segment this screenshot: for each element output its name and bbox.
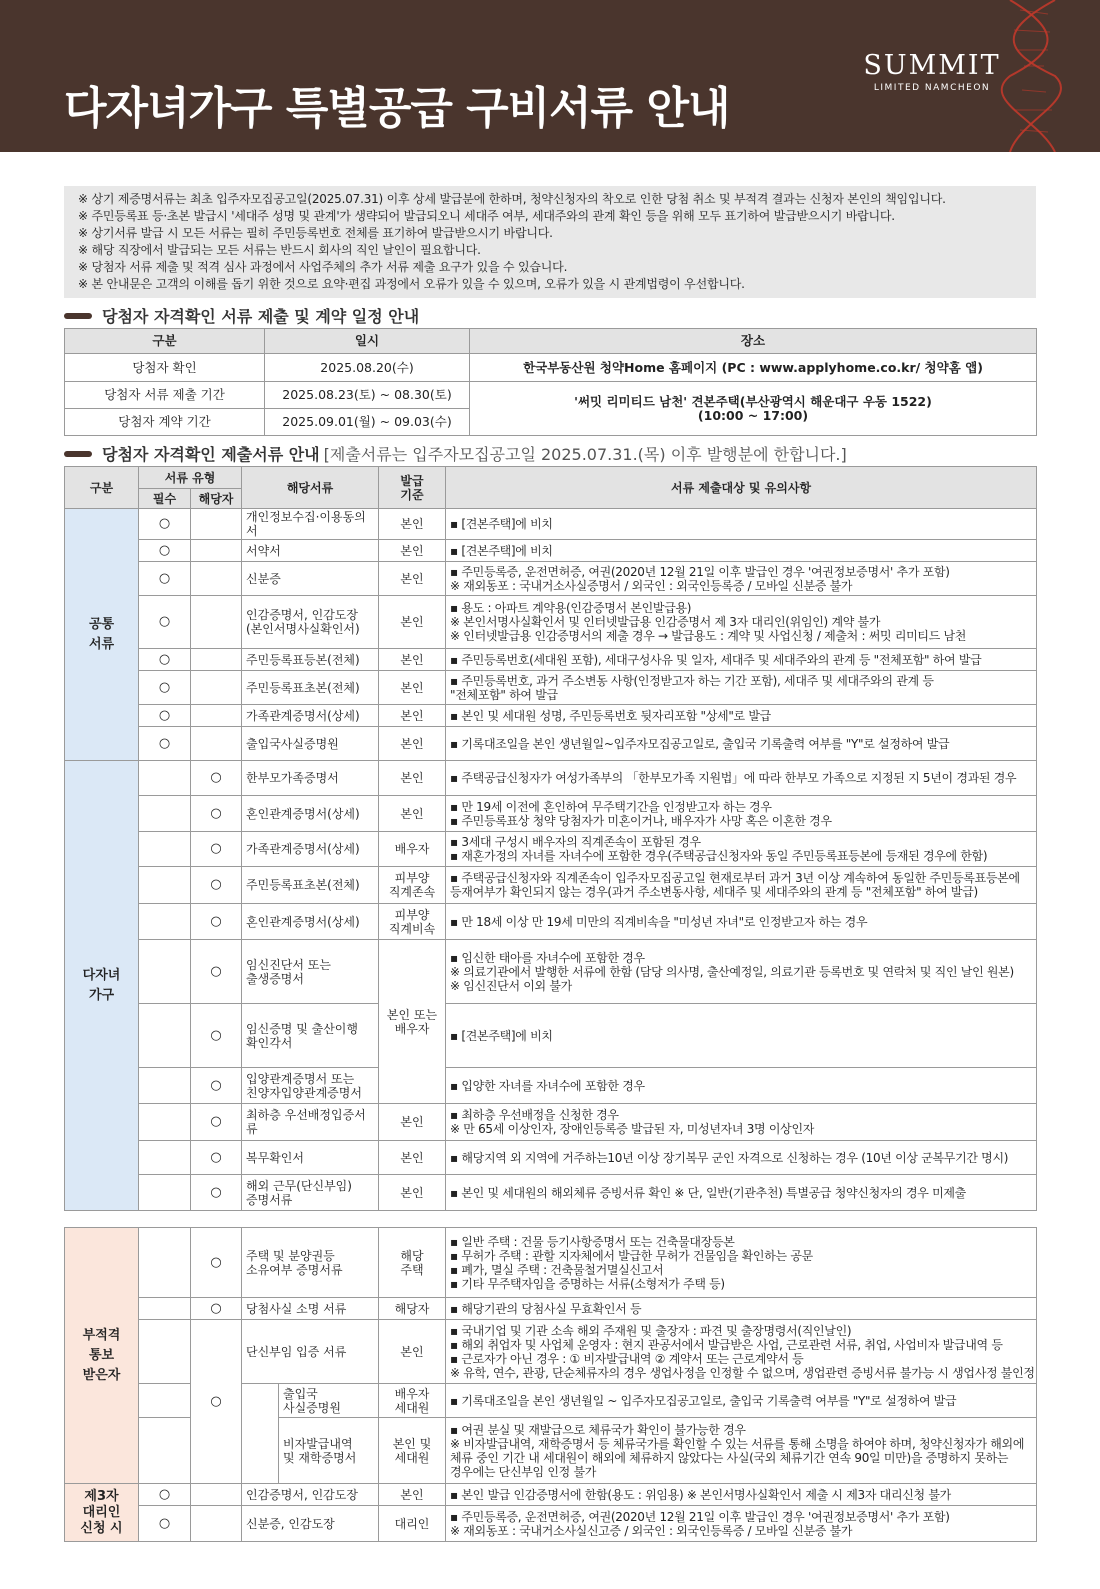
table-row bbox=[65, 1228, 1037, 1298]
issuer-cell: 본인 bbox=[379, 761, 446, 796]
check-circle-cell: ○ bbox=[139, 705, 191, 727]
issuer-cell: 본인 bbox=[379, 727, 446, 761]
table-row bbox=[65, 649, 1037, 671]
check-circle-cell: ○ bbox=[191, 796, 242, 832]
check-circle-cell: ○ bbox=[191, 1320, 242, 1484]
issuer-cell: 본인 bbox=[379, 1320, 446, 1384]
note-line: ▪ 해당기관의 당첨사실 무효확인서 등 bbox=[450, 1301, 642, 1316]
notes-cell bbox=[446, 562, 1037, 596]
check-circle-cell bbox=[139, 832, 191, 867]
document-name: 출입국 사실증명원 bbox=[279, 1384, 379, 1418]
check-circle-cell bbox=[139, 1004, 191, 1068]
notes-cell bbox=[446, 705, 1037, 727]
note-line: ▪ 3세대 구성시 배우자의 직계존속이 포함된 경우 bbox=[450, 835, 701, 849]
dna-helix-icon bbox=[1000, 0, 1070, 152]
note-line: ▪ 본인 및 세대원의 해외체류 증빙서류 확인 ※ 단, 일반(기관추천) 특별공급 청약신청자의 경우 미제출 bbox=[450, 1185, 966, 1200]
col-header: 구분 bbox=[65, 467, 139, 509]
check-circle-cell: ○ bbox=[191, 1068, 242, 1104]
document-name: 단신부임 입증 서류 bbox=[242, 1320, 379, 1384]
check-circle-cell bbox=[139, 761, 191, 796]
issuer-cell: 본인 bbox=[379, 1484, 446, 1506]
issuer-cell: 본인 bbox=[379, 1175, 446, 1211]
col-header: 일시 bbox=[265, 329, 470, 354]
note-line: "전체포함" 하여 발급 bbox=[450, 687, 558, 702]
note-line: ※ 의료기관에서 발행한 서류에 한함 (담당 의사명, 출산예정일, 의료기관 등록번호 및 연락처 및 직인 날인 원본) bbox=[450, 964, 1014, 979]
table-row bbox=[65, 1320, 1037, 1384]
notice-box bbox=[64, 186, 1036, 298]
place-line: (10:00 ~ 17:00) bbox=[697, 407, 809, 423]
notice-line: ※ 당첨자 서류 제출 및 적격 심사 과정에서 사업주체의 추가 서류 제출 요구가 있을 수 있습니다. bbox=[78, 260, 568, 274]
check-circle-cell bbox=[139, 1320, 191, 1384]
check-circle-cell: ○ bbox=[139, 1484, 191, 1506]
check-circle-cell bbox=[191, 596, 242, 649]
issuer-cell: 본인 bbox=[379, 540, 446, 562]
table-row bbox=[65, 761, 1037, 796]
table-row bbox=[65, 1298, 1037, 1320]
notes-cell bbox=[446, 596, 1037, 649]
table-row bbox=[65, 1004, 1037, 1068]
notes-cell bbox=[446, 832, 1037, 867]
check-circle-cell bbox=[139, 1228, 191, 1298]
page-header bbox=[0, 0, 1100, 152]
note-line: ▪ 용도 : 아파트 계약용(인감증명서 본인발급용) bbox=[450, 601, 692, 615]
table-row bbox=[65, 940, 1037, 1004]
document-name: 당첨사실 소명 서류 bbox=[242, 1298, 379, 1320]
note-line: 경우에는 단신부임 인정 불가 bbox=[450, 1464, 597, 1479]
check-circle-cell: ○ bbox=[139, 649, 191, 671]
schedule-place bbox=[470, 382, 1037, 436]
table-row bbox=[65, 705, 1037, 727]
notes-cell bbox=[446, 1484, 1037, 1506]
check-circle-cell bbox=[139, 940, 191, 1004]
note-line: ▪ 입양한 자녀를 자녀수에 포함한 경우 bbox=[450, 1078, 645, 1093]
schedule-place: 한국부동산원 청약Home 홈페이지 (PC : www.applyhome.co.kr/ 청약홈 앱) bbox=[470, 354, 1037, 382]
check-circle-cell bbox=[139, 1104, 191, 1141]
document-name: 출입국사실증명원 bbox=[242, 727, 379, 761]
check-circle-cell: ○ bbox=[139, 727, 191, 761]
group-label: 제3자 대리인 신청 시 bbox=[65, 1484, 139, 1542]
note-line: ▪ [견본주택]에 비치 bbox=[450, 517, 553, 531]
issuer-cell: 해당자 bbox=[379, 1298, 446, 1320]
check-circle-cell: ○ bbox=[191, 1104, 242, 1141]
table-row bbox=[65, 562, 1037, 596]
notes-cell bbox=[446, 671, 1037, 705]
table-row bbox=[65, 796, 1037, 832]
note-line: 등재여부가 확인되지 않는 경우(과거 주소변동사항, 세대주 및 세대주와의 관계 등 "전체포함" 하여 발급) bbox=[450, 885, 978, 899]
table-row bbox=[65, 1141, 1037, 1175]
section-note: [제출서류는 입주자모집공고일 2025.07.31.(목) 이후 발행분에 한합니다.] bbox=[323, 445, 847, 464]
note-line: ▪ 주민등록표상 청약 당첨자가 미혼이거나, 배우자가 사망 혹은 이혼한 경우 bbox=[450, 813, 832, 828]
spacer-cell bbox=[242, 1384, 279, 1484]
issuer-cell: 본인 bbox=[379, 596, 446, 649]
table-row bbox=[65, 904, 1037, 940]
table-row bbox=[65, 1484, 1037, 1506]
notice-line: ※ 상기 제증명서류는 최초 입주자모집공고일(2025.07.31) 이후 상세 발급분에 한하며, 청약신청자의 착오로 인한 당첨 취소 및 부적격 결과는 신청자 본인의 책임입니다. bbox=[78, 192, 946, 206]
note-line: ▪ [견본주택]에 비치 bbox=[450, 1028, 553, 1043]
document-name: 주택 및 분양권등 소유여부 증명서류 bbox=[242, 1228, 379, 1298]
note-line: 체류 중인 기간 내 세대원이 해외에 체류하지 않았다는 사실(국외 체류기간 연속 90일 미만)을 증명하지 못하는 bbox=[450, 1450, 1009, 1465]
notes-cell bbox=[446, 1004, 1037, 1068]
document-name: 서약서 bbox=[242, 540, 379, 562]
document-name: 해외 근무(단신부임) 증명서류 bbox=[242, 1175, 379, 1211]
docs-section-heading bbox=[64, 442, 847, 465]
check-circle-cell: ○ bbox=[191, 761, 242, 796]
check-circle-cell bbox=[139, 1175, 191, 1211]
table-row bbox=[65, 671, 1037, 705]
issuer-cell: 본인 bbox=[379, 562, 446, 596]
table-row bbox=[65, 354, 1037, 382]
check-circle-cell bbox=[191, 671, 242, 705]
check-circle-cell bbox=[139, 1298, 191, 1320]
col-header: 서류 유형 bbox=[139, 467, 242, 489]
check-circle-cell bbox=[191, 1506, 242, 1542]
schedule-section-heading bbox=[64, 304, 419, 327]
document-name: 개인정보수집·이용동의서 bbox=[242, 509, 379, 540]
schedule-label: 당첨자 확인 bbox=[65, 354, 265, 382]
note-line: ▪ 기타 무주택자임을 증명하는 서류(소형저가 주택 등) bbox=[450, 1276, 725, 1291]
issuer-cell: 본인 bbox=[379, 705, 446, 727]
notes-cell bbox=[446, 509, 1037, 540]
check-circle-cell bbox=[139, 1418, 191, 1484]
note-line: ▪ 일반 주택 : 건물 등기사항증명서 또는 건축물대장등본 bbox=[450, 1234, 735, 1249]
document-name: 최하층 우선배정입증서류 bbox=[242, 1104, 379, 1141]
note-line: ▪ 국내기업 및 기관 소속 해외 주재원 및 출장자 : 파견 및 출장명령서(직인날인) bbox=[450, 1323, 852, 1338]
check-circle-cell: ○ bbox=[191, 1141, 242, 1175]
notes-cell bbox=[446, 727, 1037, 761]
note-line: ▪ 주민등록증, 운전면허증, 여권(2020년 12월 21일 이후 발급인 경우 '여권정보증명서' 추가 포함) bbox=[450, 564, 950, 579]
check-circle-cell: ○ bbox=[139, 671, 191, 705]
notes-cell bbox=[446, 540, 1037, 562]
notes-cell bbox=[446, 1175, 1037, 1211]
issuer-cell: 본인 bbox=[379, 1141, 446, 1175]
issuer-cell: 배우자 bbox=[379, 832, 446, 867]
issuer-cell: 피부양 직계비속 bbox=[379, 904, 446, 940]
section-bar bbox=[64, 313, 92, 319]
check-circle-cell: ○ bbox=[191, 832, 242, 867]
issuer-cell: 해당 주택 bbox=[379, 1228, 446, 1298]
note-line: ▪ 주민등록번호(세대원 포함), 세대구성사유 및 일자, 세대주 및 세대주와의 관계 등 "전체포함" 하여 발급 bbox=[450, 652, 982, 667]
document-name: 입양관계증명서 또는 친양자입양관계증명서 bbox=[242, 1068, 379, 1104]
document-name: 가족관계증명서(상세) bbox=[242, 705, 379, 727]
document-name: 인감증명서, 인감도장 bbox=[242, 1484, 379, 1506]
note-line: ▪ 기록대조일을 본인 생년월일 ~ 입주자모집공고일로, 출입국 기록출력 여부를 "Y"로 설정하여 발급 bbox=[450, 1393, 957, 1408]
document-name: 주민등록표초본(전체) bbox=[242, 671, 379, 705]
check-circle-cell bbox=[139, 796, 191, 832]
col-header: 해당자 bbox=[191, 489, 242, 509]
note-line: ▪ 근로자가 아닌 경우 : ① 비자발급내역 ② 계약서 또는 근로계약서 등 bbox=[450, 1351, 804, 1366]
note-line: ※ 본인서명사실확인서 및 인터넷발급용 인감증명서 제 3자 대리인(위임인) 계약 불가 bbox=[450, 615, 881, 629]
table-row bbox=[65, 1068, 1037, 1104]
note-line: ▪ 주택공급신청자와 직계존속이 입주자모집공고일 현재로부터 과거 3년 이상 계속하여 동일한 주민등록표등본에 bbox=[450, 871, 1020, 885]
schedule-table bbox=[64, 328, 1037, 436]
document-name: 인감증명서, 인감도장 (본인서명사실확인서) bbox=[242, 596, 379, 649]
issuer-cell: 본인 bbox=[379, 1104, 446, 1141]
notes-cell bbox=[446, 1068, 1037, 1104]
group-label: 부적격 통보 받은자 bbox=[65, 1228, 139, 1484]
issuer-cell: 본인 bbox=[379, 796, 446, 832]
document-name: 주민등록표초본(전체) bbox=[242, 867, 379, 904]
issuer-cell: 본인 bbox=[379, 671, 446, 705]
notes-cell bbox=[446, 796, 1037, 832]
note-line: ▪ 여권 분실 및 재발급으로 체류국가 확인이 불가능한 경우 bbox=[450, 1422, 746, 1437]
note-line: ▪ 최하층 우선배정을 신청한 경우 bbox=[450, 1108, 619, 1122]
table-row bbox=[65, 1506, 1037, 1542]
place-line: '써밋 리미티드 남천' 견본주택(부산광역시 해운대구 우동 1522) bbox=[574, 393, 932, 409]
note-line: ※ 임신진단서 이외 불가 bbox=[450, 978, 572, 993]
notice-line: ※ 상기서류 발급 시 모든 서류는 필히 주민등록번호 전체를 표기하여 발급받으시기 바랍니다. bbox=[78, 226, 553, 240]
schedule-date: 2025.09.01(월) ~ 09.03(수) bbox=[265, 409, 470, 436]
schedule-date: 2025.08.23(토) ~ 08.30(토) bbox=[265, 382, 470, 409]
check-circle-cell: ○ bbox=[191, 1298, 242, 1320]
table-row bbox=[65, 596, 1037, 649]
document-name: 임신증명 및 출산이행 확인각서 bbox=[242, 1004, 379, 1068]
check-circle-cell: ○ bbox=[191, 1175, 242, 1211]
check-circle-cell: ○ bbox=[191, 1228, 242, 1298]
document-name: 혼인관계증명서(상세) bbox=[242, 796, 379, 832]
col-header: 구분 bbox=[65, 329, 265, 354]
check-circle-cell: ○ bbox=[191, 1004, 242, 1068]
issuer-cell: 본인 bbox=[379, 509, 446, 540]
note-line: ▪ 본인 발급 인감증명서에 한함(용도 : 위임용) ※ 본인서명사실확인서 제출 시 제3자 대리신청 불가 bbox=[450, 1487, 951, 1502]
table-row bbox=[65, 832, 1037, 867]
check-circle-cell bbox=[139, 1384, 191, 1418]
notes-cell bbox=[446, 940, 1037, 1004]
note-line: ※ 만 65세 이상인자, 장애인등록증 발급된 자, 미성년자녀 3명 이상인자 bbox=[450, 1122, 815, 1136]
notes-cell bbox=[446, 904, 1037, 940]
issuer-cell: 본인 및 세대원 bbox=[379, 1418, 446, 1484]
note-line: ※ 유학, 연수, 관광, 단순체류자의 경우 생업사정을 인정할 수 없으며, 생업관련 증빙서류 불가능 시 생업사정 불인정 bbox=[450, 1365, 1035, 1380]
schedule-label: 당첨자 계약 기간 bbox=[65, 409, 265, 436]
note-line: ▪ 임신한 태아를 자녀수에 포함한 경우 bbox=[450, 950, 645, 965]
document-name: 신분증, 인감도장 bbox=[242, 1506, 379, 1542]
check-circle-cell: ○ bbox=[191, 867, 242, 904]
document-name: 비자발급내역 및 재학증명서 bbox=[279, 1418, 379, 1484]
check-circle-cell: ○ bbox=[139, 596, 191, 649]
col-header: 해당서류 bbox=[242, 467, 379, 509]
check-circle-cell bbox=[191, 562, 242, 596]
note-line: ▪ 만 19세 이전에 혼인하여 무주택기간을 인정받고자 하는 경우 bbox=[450, 799, 772, 814]
section-title: 당첨자 자격확인 제출서류 안내 bbox=[102, 445, 320, 464]
ineligible-table bbox=[64, 1227, 1037, 1542]
note-line: ▪ 본인 및 세대원 성명, 주민등록번호 뒷자리포함 "상세"로 발급 bbox=[450, 708, 771, 723]
check-circle-cell: ○ bbox=[139, 540, 191, 562]
notes-cell bbox=[446, 1506, 1037, 1542]
document-name: 주민등록표등본(전체) bbox=[242, 649, 379, 671]
check-circle-cell bbox=[191, 727, 242, 761]
section-bar bbox=[64, 451, 92, 457]
table-row bbox=[65, 1104, 1037, 1141]
col-header: 발급 기준 bbox=[379, 467, 446, 509]
issuer-cell: 대리인 bbox=[379, 1506, 446, 1542]
table-row bbox=[65, 509, 1037, 540]
logo-sub-text: LIMITED NAMCHEON bbox=[873, 83, 991, 93]
check-circle-cell bbox=[139, 867, 191, 904]
notes-cell bbox=[446, 1418, 1037, 1484]
table-row bbox=[65, 540, 1037, 562]
notes-cell bbox=[446, 1384, 1037, 1418]
note-line: ▪ [견본주택]에 비치 bbox=[450, 543, 553, 558]
check-circle-cell: ○ bbox=[139, 509, 191, 540]
issuer-cell: 피부양 직계존속 bbox=[379, 867, 446, 904]
check-circle-cell bbox=[191, 509, 242, 540]
note-line: ▪ 해당지역 외 지역에 거주하는10년 이상 장기복무 군인 자격으로 신청하는 경우 (10년 이상 군복무기간 명시) bbox=[450, 1150, 1009, 1165]
note-line: ▪ 해외 취업자 및 사업체 운영자 : 현지 관공서에서 발급받은 사업, 근로관련 서류, 취업, 사업비자 발급내역 등 bbox=[450, 1337, 1003, 1352]
notice-line: ※ 주민등록표 등·초본 발급시 '세대주 성명 및 관계'가 생략되어 발급되오니 세대주 여부, 세대주와의 관계 확인 등을 위해 모두 표기하여 발급받으시기 바랍니다. bbox=[78, 209, 895, 223]
schedule-label: 당첨자 서류 제출 기간 bbox=[65, 382, 265, 409]
group-label: 다자녀 가구 bbox=[65, 761, 139, 1211]
note-line: ※ 재외동포 : 국내거소사실신고증 / 외국인 : 외국인등록증 / 모바일 신분증 불가 bbox=[450, 1523, 853, 1538]
note-line: ▪ 주민등록번호, 과거 주소변동 사항(인정받고자 하는 기간 포함), 세대주 및 세대주와의 관계 등 bbox=[450, 673, 934, 688]
document-name: 임신진단서 또는 출생증명서 bbox=[242, 940, 379, 1004]
check-circle-cell: ○ bbox=[191, 940, 242, 1004]
notes-cell bbox=[446, 1320, 1037, 1384]
logo-main-text: SUMMIT bbox=[863, 50, 1001, 81]
check-circle-cell: ○ bbox=[191, 904, 242, 940]
notes-cell bbox=[446, 1298, 1037, 1320]
notes-cell bbox=[446, 1104, 1037, 1141]
check-circle-cell bbox=[191, 540, 242, 562]
note-line: ▪ 주택공급신청자가 여성가족부의 「한부모가족 지원법」에 따라 한부모 가족으로 지정된 지 5년이 경과된 경우 bbox=[450, 771, 1017, 785]
issuer-cell: 본인 bbox=[379, 649, 446, 671]
notes-cell bbox=[446, 649, 1037, 671]
notice-line: ※ 해당 직장에서 발급되는 모든 서류는 반드시 회사의 직인 날인이 필요합니다. bbox=[78, 243, 481, 257]
note-line: ▪ 무허가 주택 : 관할 지자체에서 발급한 무허가 건물임을 확인하는 공문 bbox=[450, 1248, 813, 1263]
document-name: 복무확인서 bbox=[242, 1141, 379, 1175]
issuer-cell: 배우자 세대원 bbox=[379, 1384, 446, 1418]
check-circle-cell bbox=[191, 1484, 242, 1506]
document-name: 한부모가족증명서 bbox=[242, 761, 379, 796]
notes-cell bbox=[446, 1141, 1037, 1175]
summit-logo bbox=[862, 50, 1002, 93]
note-line: ※ 재외동포 : 국내거소사실증명서 / 외국인 : 외국인등록증 / 모바일 신분증 불가 bbox=[450, 578, 853, 593]
check-circle-cell bbox=[139, 904, 191, 940]
table-row bbox=[65, 382, 1037, 409]
table-row bbox=[65, 867, 1037, 904]
note-line: ※ 인터넷발급용 인감증명서의 제출 경우 → 발급용도 : 계약 및 사업신청 / 제출처 : 써밋 리미티드 남천 bbox=[450, 629, 967, 643]
notice-line: ※ 본 안내문은 고객의 이해를 돕기 위한 것으로 요약·편집 과정에서 오류가 있을 수 있으며, 오류가 있을 시 관계법령이 우선합니다. bbox=[78, 277, 745, 291]
notes-cell bbox=[446, 867, 1037, 904]
col-header: 서류 제출대상 및 유의사항 bbox=[446, 467, 1037, 509]
notes-cell bbox=[446, 761, 1037, 796]
check-circle-cell: ○ bbox=[139, 1506, 191, 1542]
document-name: 신분증 bbox=[242, 562, 379, 596]
group-label: 공통 서류 bbox=[65, 509, 139, 761]
check-circle-cell: ○ bbox=[139, 562, 191, 596]
check-circle-cell bbox=[191, 705, 242, 727]
note-line: ▪ 폐가, 멸실 주택 : 건축물철거멸실신고서 bbox=[450, 1262, 664, 1277]
document-name: 혼인관계증명서(상세) bbox=[242, 904, 379, 940]
note-line: ▪ 기록대조일을 본인 생년월일~입주자모집공고일로, 출입국 기록출력 여부를 "Y"로 설정하여 발급 bbox=[450, 736, 950, 751]
documents-table bbox=[64, 466, 1037, 1211]
page-title: 다자녀가구 특별공급 구비서류 안내 bbox=[64, 83, 730, 134]
check-circle-cell bbox=[139, 1141, 191, 1175]
note-line: ▪ 주민등록증, 운전면허증, 여권(2020년 12월 21일 이후 발급인 경우 '여권정보증명서' 추가 포함) bbox=[450, 1509, 950, 1524]
col-header: 필수 bbox=[139, 489, 191, 509]
schedule-date: 2025.08.20(수) bbox=[265, 354, 470, 382]
check-circle-cell bbox=[191, 649, 242, 671]
section-title: 당첨자 자격확인 서류 제출 및 계약 일정 안내 bbox=[102, 307, 420, 326]
note-line: ▪ 재혼가정의 자녀를 자녀수에 포함한 경우(주택공급신청자와 동일 주민등록표등본에 등재된 경우에 한함) bbox=[450, 849, 988, 863]
notes-cell bbox=[446, 1228, 1037, 1298]
check-circle-cell bbox=[139, 1068, 191, 1104]
table-row bbox=[65, 727, 1037, 761]
col-header: 장소 bbox=[470, 329, 1037, 354]
table-row bbox=[65, 1175, 1037, 1211]
issuer-cell: 본인 또는 배우자 bbox=[379, 940, 446, 1104]
note-line: ※ 비자발급내역, 재학증명서 등 체류국가를 확인할 수 있는 서류를 통해 소명을 하여야 하며, 청약신청자가 해외에 bbox=[450, 1436, 1025, 1451]
document-name: 가족관계증명서(상세) bbox=[242, 832, 379, 867]
note-line: ▪ 만 18세 이상 만 19세 미만의 직계비속을 "미성년 자녀"로 인정받고자 하는 경우 bbox=[450, 914, 868, 929]
